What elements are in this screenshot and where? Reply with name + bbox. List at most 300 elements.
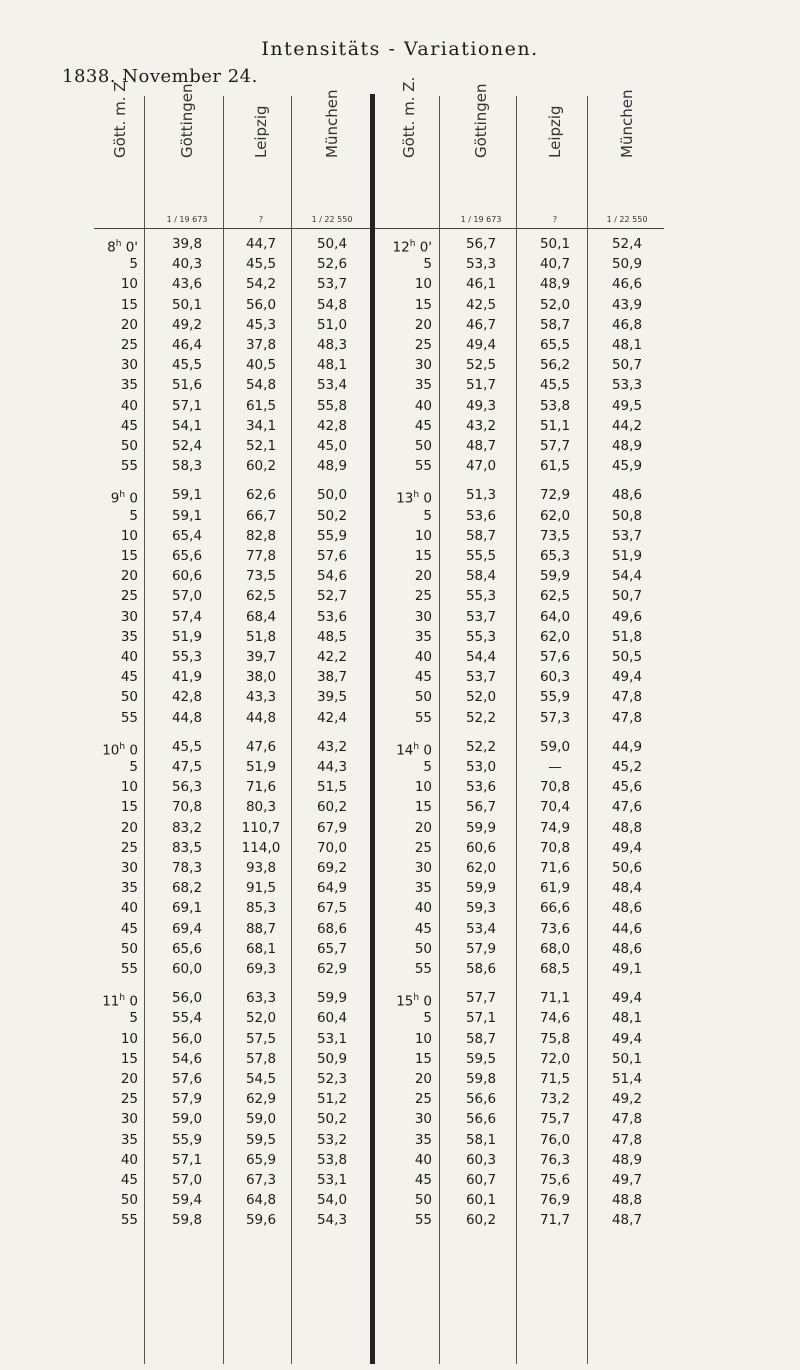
value-cell: 62,5: [245, 588, 277, 605]
minute-label: 0: [419, 993, 432, 1010]
time-cell: 10: [414, 276, 432, 293]
value-cell: 53,8: [316, 1151, 348, 1168]
time-cell: [94, 485, 138, 505]
value-cell: 67,3: [245, 1172, 277, 1188]
value-cell: 59,8: [171, 1212, 203, 1229]
value-cell: 41,9: [171, 669, 203, 686]
value-cell: 39,8: [171, 236, 203, 252]
value-cell: 45,5: [245, 256, 277, 273]
value-cell: 59,0: [539, 738, 571, 755]
value-cell: 72,0: [539, 1050, 571, 1067]
value-cell: 71,6: [245, 779, 277, 796]
time-cell: [378, 485, 432, 505]
value-cell: 53,1: [316, 1030, 348, 1047]
value-cell: 59,1: [171, 507, 203, 524]
value-cell: —: [548, 759, 562, 775]
time-cell: 5: [129, 759, 138, 775]
time-cell: 10: [120, 276, 138, 293]
minute-label: 0: [125, 993, 138, 1010]
time-cell: 10: [414, 779, 432, 796]
value-cell: 67,9: [316, 819, 348, 836]
value-cell: 52,0: [539, 296, 571, 313]
value-cell: 59,6: [245, 1212, 277, 1229]
value-cell: 44,9: [611, 738, 643, 755]
time-cell: 25: [120, 839, 138, 856]
value-cell: 45,3: [245, 316, 277, 333]
time-cell: 50: [120, 940, 138, 957]
hour-label: 14: [396, 742, 414, 759]
value-cell: 48,8: [611, 1192, 643, 1209]
value-cell: 47,8: [611, 689, 643, 706]
value-cell: 48,5: [316, 628, 348, 645]
value-cell: 57,6: [316, 548, 348, 564]
value-cell: 49,3: [465, 397, 497, 414]
value-cell: 56,7: [465, 236, 497, 252]
value-cell: 57,8: [245, 1050, 277, 1067]
value-cell: 50,1: [171, 296, 203, 313]
time-cell: 25: [120, 1091, 138, 1108]
value-cell: 45,5: [171, 738, 203, 755]
value-cell: 73,6: [539, 920, 571, 937]
time-cell: 40: [120, 1151, 138, 1168]
value-cell: 49,1: [611, 961, 643, 977]
value-cell: 53,0: [465, 759, 497, 775]
value-cell: 55,9: [316, 527, 348, 544]
value-cell: 37,8: [245, 337, 277, 353]
value-cell: 62,0: [539, 507, 571, 524]
hour-unit: h: [119, 741, 126, 752]
time-cell: 30: [120, 1111, 138, 1128]
value-cell: 74,6: [539, 1010, 571, 1027]
value-cell: 50,8: [611, 507, 643, 524]
value-cell: 56,0: [245, 296, 277, 313]
time-cell: 10: [120, 779, 138, 796]
value-cell: 48,7: [611, 1212, 643, 1229]
time-cell: 25: [120, 588, 138, 605]
value-cell: 48,9: [539, 276, 571, 293]
hour-label: 15: [396, 993, 414, 1010]
value-cell: 40,5: [245, 357, 277, 374]
time-cell: [94, 234, 138, 254]
value-cell: 48,7: [465, 438, 497, 454]
time-cell: 25: [414, 337, 432, 353]
value-cell: 51,9: [611, 548, 643, 564]
value-cell: 50,1: [539, 236, 571, 252]
value-cell: 57,3: [539, 709, 571, 726]
value-cell: 47,8: [611, 1111, 643, 1128]
time-cell: 15: [414, 296, 432, 313]
value-cell: 48,9: [611, 438, 643, 454]
value-cell: 55,9: [539, 689, 571, 706]
hour-label: 9: [110, 490, 120, 507]
value-cell: 62,9: [245, 1091, 277, 1108]
time-cell: 15: [414, 799, 432, 816]
value-cell: 45,9: [611, 458, 643, 475]
value-cell: 62,9: [316, 961, 348, 977]
value-cell: 59,1: [171, 487, 203, 504]
value-cell: 68,2: [171, 880, 203, 897]
column-header-label: Gött. m. Z.: [111, 76, 129, 158]
value-cell: 53,6: [316, 608, 348, 625]
value-cell: 59,8: [465, 1071, 497, 1087]
column-header: [591, 88, 663, 228]
value-cell: 52,2: [465, 709, 497, 726]
value-cell: 47,5: [171, 759, 203, 775]
column-header-label: München: [618, 89, 636, 158]
value-cell: 44,8: [171, 709, 203, 726]
value-cell: 52,2: [465, 738, 497, 755]
value-cell: 70,8: [539, 839, 571, 856]
minute-label: 0: [419, 742, 432, 759]
time-cell: 10: [414, 1030, 432, 1047]
value-cell: 51,7: [465, 377, 497, 394]
value-cell: 55,5: [465, 548, 497, 564]
time-cell: 40: [120, 900, 138, 917]
value-cell: 44,8: [245, 709, 277, 726]
column-header-unit: 1 / 22 550: [311, 215, 353, 224]
time-cell: 20: [414, 568, 432, 585]
value-cell: 53,8: [539, 397, 571, 414]
hour-unit: h: [119, 490, 126, 501]
column-rule: [144, 96, 145, 1364]
value-cell: 71,5: [539, 1071, 571, 1087]
value-cell: 51,3: [465, 487, 497, 504]
value-cell: 54,8: [245, 377, 277, 394]
time-cell: 50: [414, 1192, 432, 1209]
value-cell: 43,2: [465, 417, 497, 434]
value-cell: 80,3: [245, 799, 277, 816]
value-cell: 55,9: [171, 1131, 203, 1148]
value-cell: 48,4: [611, 880, 643, 897]
column-header: [295, 88, 369, 228]
value-cell: 68,5: [539, 961, 571, 977]
time-cell: 45: [120, 417, 138, 434]
value-cell: 65,7: [316, 940, 348, 957]
column-header-unit: 1 / 22 550: [606, 215, 648, 224]
time-cell: 55: [120, 1212, 138, 1229]
value-cell: 75,7: [539, 1111, 571, 1128]
value-cell: 68,0: [539, 940, 571, 957]
value-cell: 49,5: [611, 397, 643, 414]
value-cell: 44,2: [611, 417, 643, 434]
value-cell: 65,4: [171, 527, 203, 544]
time-cell: 15: [414, 548, 432, 564]
value-cell: 43,3: [245, 689, 277, 706]
value-cell: 59,3: [465, 900, 497, 917]
value-cell: 51,9: [171, 628, 203, 645]
value-cell: 50,0: [316, 487, 348, 504]
time-cell: 5: [423, 759, 432, 775]
time-cell: 55: [414, 709, 432, 726]
time-cell: 40: [120, 397, 138, 414]
value-cell: 76,0: [539, 1131, 571, 1148]
value-cell: 40,3: [171, 256, 203, 273]
value-cell: 54,6: [316, 568, 348, 585]
value-cell: 48,1: [316, 357, 348, 374]
value-cell: 47,6: [611, 799, 643, 816]
value-cell: 53,3: [465, 256, 497, 273]
value-cell: 52,5: [465, 357, 497, 374]
value-cell: 75,6: [539, 1172, 571, 1188]
column-header-unit: 1 / 19 673: [460, 215, 502, 224]
value-cell: 88,7: [245, 920, 277, 937]
value-cell: 50,5: [611, 649, 643, 665]
hour-label: 13: [396, 490, 414, 507]
value-cell: 51,2: [316, 1091, 348, 1108]
value-cell: 68,4: [245, 608, 277, 625]
hour-unit: h: [413, 741, 420, 752]
column-header-label: Gött. m. Z.: [400, 76, 418, 158]
value-cell: 56,7: [465, 799, 497, 816]
value-cell: 62,6: [245, 487, 277, 504]
time-cell: 50: [414, 940, 432, 957]
value-cell: 63,3: [245, 990, 277, 1007]
minute-label: 0': [121, 239, 138, 256]
time-cell: 15: [414, 1050, 432, 1067]
column-header-label: Leipzig: [546, 105, 564, 158]
column-header: [227, 88, 295, 228]
minute-label: 0: [125, 490, 138, 507]
value-cell: 48,1: [611, 1010, 643, 1027]
value-cell: 39,7: [245, 649, 277, 665]
value-cell: 57,6: [539, 649, 571, 665]
hour-unit: h: [119, 993, 126, 1004]
value-cell: 54,0: [316, 1192, 348, 1209]
value-cell: 52,0: [465, 689, 497, 706]
value-cell: 56,0: [171, 1030, 203, 1047]
value-cell: 56,2: [539, 357, 571, 374]
value-cell: 60,3: [539, 669, 571, 686]
time-cell: [94, 988, 138, 1008]
value-cell: 60,2: [245, 458, 277, 475]
time-cell: 30: [120, 357, 138, 374]
value-cell: 61,9: [539, 880, 571, 897]
value-cell: 53,7: [611, 527, 643, 544]
value-cell: 59,5: [245, 1131, 277, 1148]
time-cell: [378, 737, 432, 757]
time-cell: 5: [423, 256, 432, 273]
value-cell: 46,7: [465, 316, 497, 333]
time-cell: 15: [120, 1050, 138, 1067]
value-cell: 59,9: [539, 568, 571, 585]
time-cell: [378, 234, 432, 254]
value-cell: 59,5: [465, 1050, 497, 1067]
value-cell: 60,2: [316, 799, 348, 816]
value-cell: 46,8: [611, 316, 643, 333]
value-cell: 51,9: [245, 759, 277, 775]
value-cell: 60,7: [465, 1172, 497, 1188]
time-cell: 50: [414, 438, 432, 454]
value-cell: 54,4: [465, 649, 497, 665]
value-cell: 50,9: [316, 1050, 348, 1067]
column-header: [94, 76, 146, 228]
value-cell: 53,3: [611, 377, 643, 394]
page-title: Intensitäts - Variationen.: [261, 38, 539, 60]
value-cell: 91,5: [245, 880, 277, 897]
time-cell: 50: [414, 689, 432, 706]
column-header-unit: 1 / 19 673: [166, 215, 208, 224]
value-cell: 60,3: [465, 1151, 497, 1168]
value-cell: 56,3: [171, 779, 203, 796]
value-cell: 55,3: [465, 588, 497, 605]
value-cell: 43,9: [611, 296, 643, 313]
value-cell: 50,9: [611, 256, 643, 273]
value-cell: 60,1: [465, 1192, 497, 1209]
time-cell: 50: [120, 438, 138, 454]
value-cell: 83,2: [171, 819, 203, 836]
column-rule: [439, 96, 440, 1364]
value-cell: 48,8: [611, 819, 643, 836]
value-cell: 53,1: [316, 1172, 348, 1188]
time-cell: 20: [120, 316, 138, 333]
value-cell: 48,6: [611, 487, 643, 504]
column-rule: [370, 94, 375, 1364]
time-cell: 45: [414, 669, 432, 686]
time-cell: 45: [120, 1172, 138, 1188]
hour-label: 8: [107, 239, 116, 256]
value-cell: 68,6: [316, 920, 348, 937]
value-cell: 52,7: [316, 588, 348, 605]
value-cell: 57,9: [171, 1091, 203, 1108]
value-cell: 45,5: [539, 377, 571, 394]
value-cell: 49,4: [611, 839, 643, 856]
value-cell: 53,7: [465, 669, 497, 686]
time-cell: 45: [414, 417, 432, 434]
time-cell: 30: [120, 860, 138, 876]
value-cell: 61,5: [245, 397, 277, 414]
value-cell: 48,6: [611, 940, 643, 957]
value-cell: 58,7: [539, 316, 571, 333]
value-cell: 83,5: [171, 839, 203, 856]
time-cell: 5: [129, 1010, 138, 1027]
time-cell: 20: [414, 819, 432, 836]
time-cell: 55: [414, 458, 432, 475]
value-cell: 58,6: [465, 961, 497, 977]
value-cell: 44,7: [245, 236, 277, 252]
value-cell: 49,2: [171, 316, 203, 333]
value-cell: 50,7: [611, 588, 643, 605]
time-cell: [94, 737, 138, 757]
value-cell: 76,3: [539, 1151, 571, 1168]
value-cell: 57,4: [171, 608, 203, 625]
value-cell: 73,5: [539, 527, 571, 544]
value-cell: 71,1: [539, 990, 571, 1007]
value-cell: 39,5: [316, 689, 348, 706]
time-cell: 45: [414, 920, 432, 937]
time-cell: 20: [120, 819, 138, 836]
header-rule: [94, 228, 664, 229]
value-cell: 53,7: [316, 276, 348, 293]
time-cell: 55: [120, 961, 138, 977]
time-cell: 55: [120, 709, 138, 726]
column-header-label: Göttingen: [178, 83, 196, 158]
value-cell: 52,1: [245, 438, 277, 454]
hour-unit: h: [115, 239, 122, 249]
time-cell: 20: [414, 1071, 432, 1087]
time-cell: 25: [414, 588, 432, 605]
minute-label: 0: [419, 490, 432, 507]
value-cell: 53,2: [316, 1131, 348, 1148]
intensity-table: [94, 76, 664, 1368]
value-cell: 54,4: [611, 568, 643, 585]
value-cell: 69,1: [171, 900, 203, 917]
value-cell: 51,6: [171, 377, 203, 394]
value-cell: 58,7: [465, 1030, 497, 1047]
value-cell: 65,3: [539, 548, 571, 564]
value-cell: 60,4: [316, 1010, 348, 1027]
value-cell: 43,2: [316, 738, 348, 755]
value-cell: 65,6: [171, 548, 203, 564]
value-cell: 52,4: [611, 236, 643, 252]
value-cell: 58,1: [465, 1131, 497, 1148]
time-cell: [378, 988, 432, 1008]
value-cell: 44,6: [611, 920, 643, 937]
value-cell: 57,6: [171, 1071, 203, 1087]
time-cell: 15: [120, 548, 138, 564]
value-cell: 65,9: [245, 1151, 277, 1168]
value-cell: 38,0: [245, 669, 277, 686]
value-cell: 45,6: [611, 779, 643, 796]
value-cell: 58,4: [465, 568, 497, 585]
value-cell: 62,5: [539, 588, 571, 605]
value-cell: 59,0: [171, 1111, 203, 1128]
hour-unit: h: [409, 239, 416, 249]
value-cell: 93,8: [245, 860, 277, 876]
value-cell: 57,0: [171, 588, 203, 605]
value-cell: 65,5: [539, 337, 571, 353]
value-cell: 70,0: [316, 839, 348, 856]
column-header-label: München: [323, 89, 341, 158]
value-cell: 53,7: [465, 608, 497, 625]
value-cell: 78,3: [171, 860, 203, 876]
value-cell: 60,2: [465, 1212, 497, 1229]
value-cell: 46,6: [611, 276, 643, 293]
time-cell: 30: [414, 608, 432, 625]
value-cell: 51,1: [539, 417, 571, 434]
time-cell: 35: [414, 377, 432, 394]
value-cell: 61,5: [539, 458, 571, 475]
time-cell: 40: [414, 900, 432, 917]
value-cell: 77,8: [245, 548, 277, 564]
time-cell: 35: [414, 880, 432, 897]
hour-unit: h: [413, 490, 420, 501]
value-cell: 54,1: [171, 417, 203, 434]
minute-label: 0': [415, 239, 432, 256]
value-cell: 55,4: [171, 1010, 203, 1027]
column-header: [443, 83, 519, 228]
value-cell: 55,3: [171, 649, 203, 665]
value-cell: 66,7: [245, 507, 277, 524]
value-cell: 48,3: [316, 337, 348, 353]
value-cell: 34,1: [245, 417, 277, 434]
value-cell: 57,5: [245, 1030, 277, 1047]
value-cell: 73,2: [539, 1091, 571, 1108]
value-cell: 59,4: [171, 1192, 203, 1209]
value-cell: 52,0: [245, 1010, 277, 1027]
value-cell: 59,9: [316, 990, 348, 1007]
value-cell: 47,6: [245, 738, 277, 755]
value-cell: 54,3: [316, 1212, 348, 1229]
time-cell: 30: [120, 608, 138, 625]
value-cell: 67,5: [316, 900, 348, 917]
value-cell: 46,1: [465, 276, 497, 293]
value-cell: 51,0: [316, 316, 348, 333]
value-cell: 76,9: [539, 1192, 571, 1209]
time-cell: 20: [120, 1071, 138, 1087]
time-cell: 35: [414, 628, 432, 645]
date-heading: 1838. November 24.: [62, 66, 258, 87]
time-cell: 10: [120, 1030, 138, 1047]
